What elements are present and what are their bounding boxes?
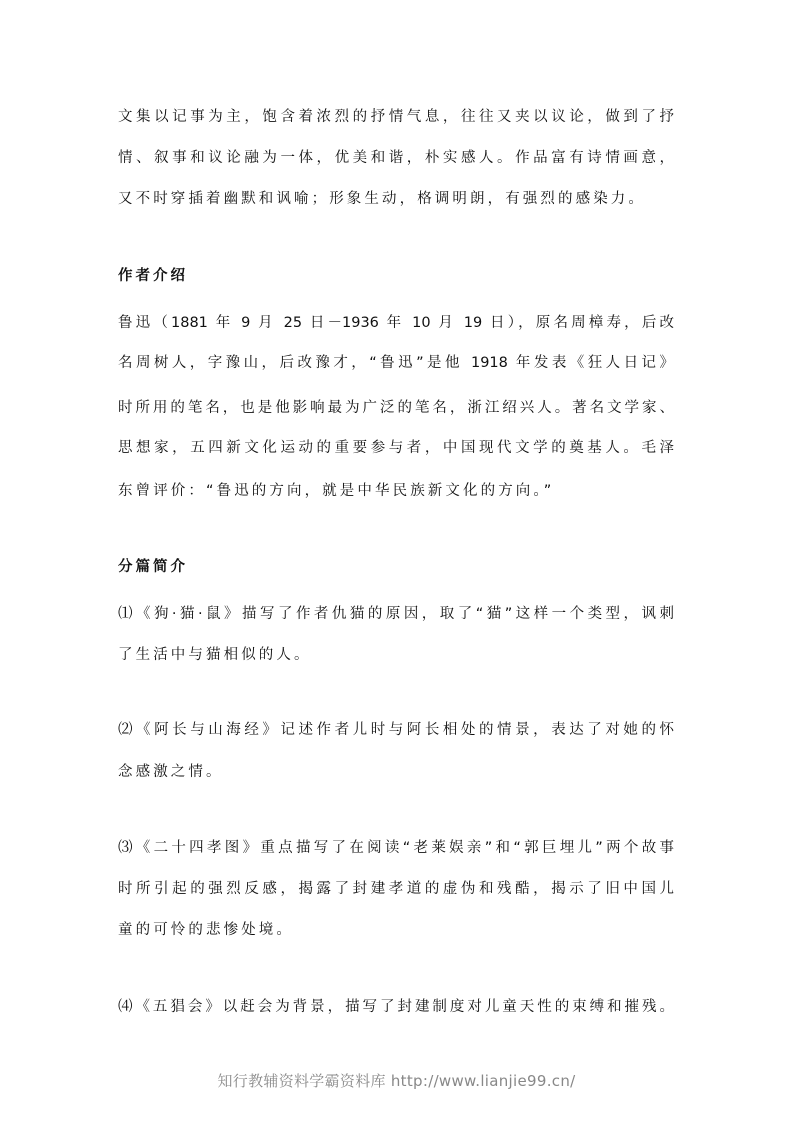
author-heading: 作者介绍: [118, 268, 188, 284]
intro-line-3: 又不时穿插着幽默和讽喻；形象生动，格调明朗，有强烈的感染力。: [118, 191, 646, 207]
author-line-5: 东曾评价：“鲁迅的方向，就是中华民族新文化的方向。”: [118, 483, 555, 499]
author-line-2: 名周树人，字豫山，后改豫才，“鲁迅”是他 1918 年发表《狂人日记》: [118, 355, 674, 371]
summary-item-1-line-1: ⑴《狗·猫·鼠》描写了作者仇猫的原因，取了“猫”这样一个类型，讽刺: [118, 606, 674, 622]
intro-line-1: 文集以记事为主，饱含着浓烈的抒情气息，往往又夹以议论，做到了抒: [118, 109, 674, 125]
footer-watermark-text: 知行教辅资料学霸资料库 http://www.lianjie99.cn/: [217, 1072, 576, 1090]
summary-item-2-line-2: 念感激之情。: [118, 764, 224, 780]
summary-item-1-line-2: 了生活中与猫相似的人。: [118, 647, 312, 663]
summary-item-2-line-1: ⑵《阿长与山海经》记述作者儿时与阿长相处的情景，表达了对她的怀: [118, 722, 674, 738]
author-line-1: 鲁迅（1881 年 9 月 25 日－1936 年 10 月 19 日），原名周樟寿，后改: [118, 315, 674, 331]
summary-item-3-line-2: 时所引起的强烈反感，揭露了封建孝道的虚伪和残酷，揭示了旧中国儿: [118, 881, 674, 897]
summary-item-3-line-3: 童的可怜的悲惨处境。: [118, 922, 294, 938]
author-line-4: 思想家，五四新文化运动的重要参与者，中国现代文学的奠基人。毛泽: [118, 440, 674, 456]
author-line-3: 时所用的笔名，也是他影响最为广泛的笔名，浙江绍兴人。著名文学家、: [118, 400, 674, 416]
summary-item-4-line-1: ⑷《五猖会》以赶会为背景，描写了封建制度对儿童天性的束缚和摧残。: [118, 999, 674, 1015]
summary-heading: 分篇简介: [118, 559, 188, 575]
intro-line-2: 情、叙事和议论融为一体，优美和谐，朴实感人。作品富有诗情画意，: [118, 150, 674, 166]
summary-item-3-line-1: ⑶《二十四孝图》重点描写了在阅读“老莱娱亲”和“郭巨埋儿”两个故事: [118, 840, 674, 856]
